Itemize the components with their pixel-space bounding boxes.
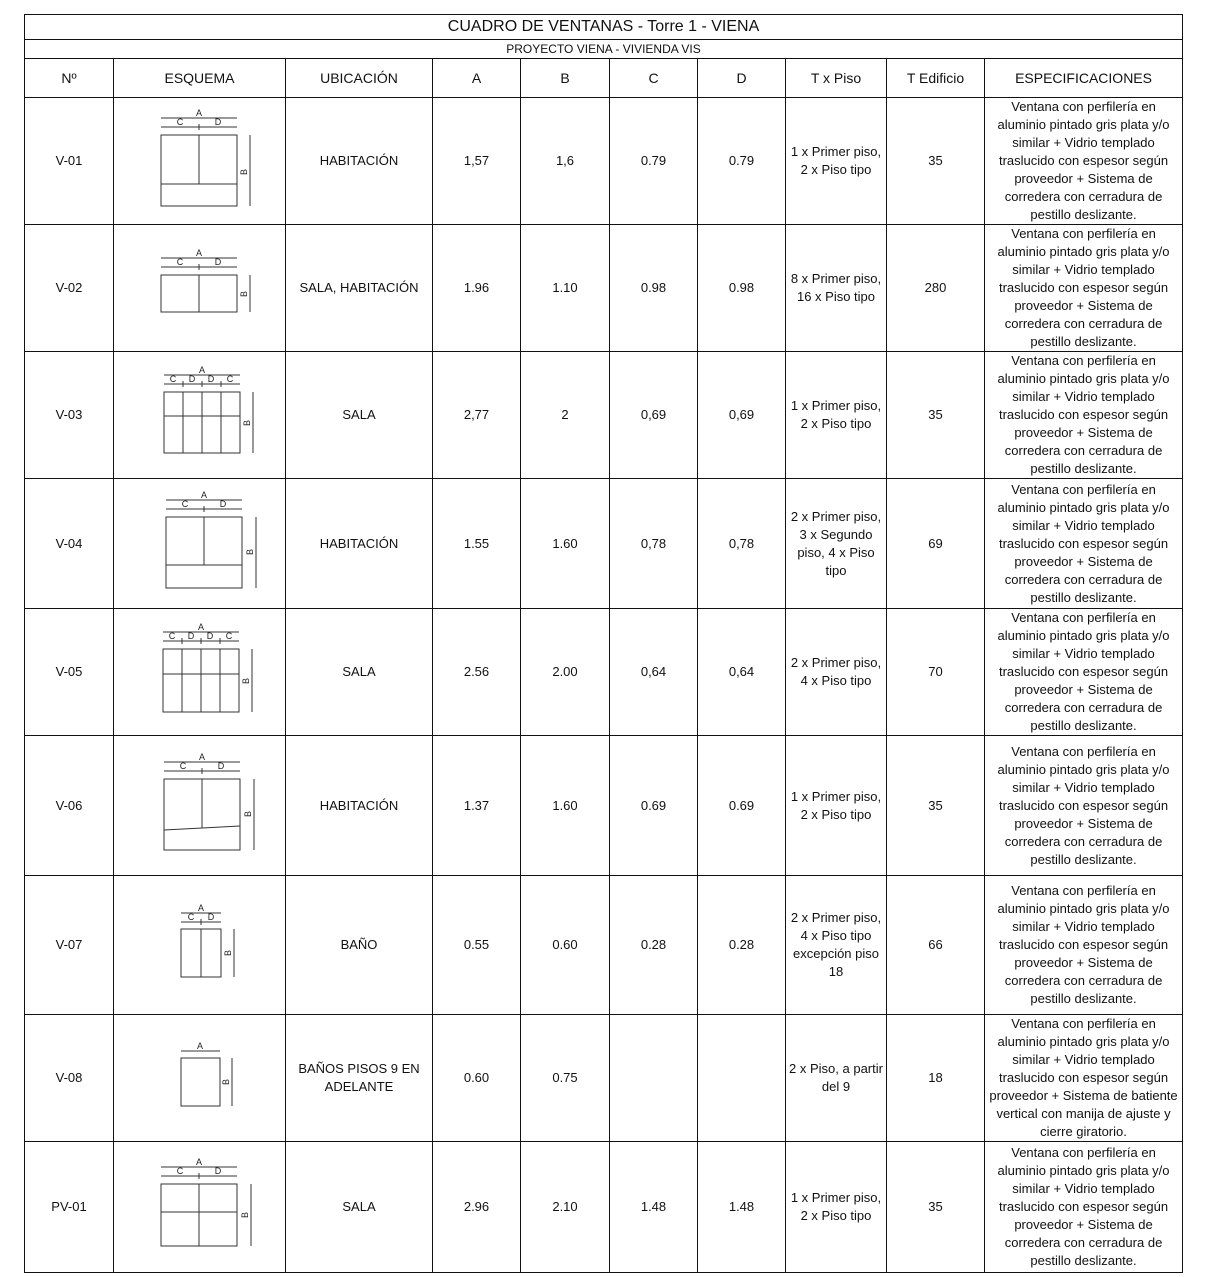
- svg-text:C: C: [176, 1166, 184, 1176]
- cell-a: 1,57: [433, 98, 521, 225]
- svg-text:A: A: [195, 108, 203, 118]
- cell-id: V-03: [25, 352, 114, 479]
- svg-text:B: B: [243, 810, 253, 817]
- cell-ubicacion: HABITACIÓN: [286, 98, 433, 225]
- cell-d: 0.28: [698, 876, 786, 1015]
- cell-ubicacion: HABITACIÓN: [286, 479, 433, 609]
- svg-text:D: D: [207, 374, 215, 384]
- cell-t-edificio: 66: [887, 876, 985, 1015]
- cell-id: V-06: [25, 736, 114, 876]
- cell-id: V-08: [25, 1015, 114, 1142]
- cell-d: 0,69: [698, 352, 786, 479]
- table-row: [25, 479, 1183, 609]
- table-row: [25, 98, 1183, 225]
- cell-b: 1.10: [521, 225, 610, 352]
- cell-especificaciones: Ventana con perfilería en aluminio pintado gris plata y/o similar + Vidrio templado traslucido con espesor según proveedor + Sistema de corredera con cerradura de pestillo deslizante.: [985, 876, 1183, 1015]
- cell-ubicacion: SALA: [286, 609, 433, 736]
- svg-text:B: B: [221, 1078, 231, 1086]
- svg-text:B: B: [223, 949, 233, 957]
- svg-text:C: C: [168, 631, 176, 641]
- cell-especificaciones: Ventana con perfilería en aluminio pintado gris plata y/o similar + Vidrio templado traslucido con espesor según proveedor + Sistema de batiente vertical con manija de ajuste y cierre giratorio.: [985, 1015, 1183, 1142]
- window-sketch-v02: [116, 248, 288, 328]
- svg-text:B: B: [240, 1211, 250, 1219]
- table-subtitle: PROYECTO VIENA - VIVIENDA VIS: [25, 40, 1183, 59]
- window-sketch-v04: [116, 488, 288, 600]
- cell-t-edificio: 18: [887, 1015, 985, 1142]
- header-a: A: [433, 59, 521, 98]
- svg-text:A: A: [198, 365, 206, 375]
- window-sketch-pv01: [116, 1155, 288, 1259]
- window-schedule-table: [24, 14, 1183, 1273]
- cell-esquema: [114, 876, 286, 1015]
- svg-text:D: D: [187, 631, 195, 641]
- cell-d: [698, 1015, 786, 1142]
- cell-b: 2.00: [521, 609, 610, 736]
- cell-d: 1.48: [698, 1142, 786, 1273]
- cell-id: V-04: [25, 479, 114, 609]
- table-row: [25, 876, 1183, 1015]
- cell-a: 1.55: [433, 479, 521, 609]
- cell-t-edificio: 35: [887, 1142, 985, 1273]
- window-sketch-v07: [116, 903, 288, 987]
- cell-esquema: [114, 225, 286, 352]
- cell-b: 2.10: [521, 1142, 610, 1273]
- cell-t-edificio: 35: [887, 352, 985, 479]
- cell-especificaciones: Ventana con perfilería en aluminio pintado gris plata y/o similar + Vidrio templado traslucido con espesor según proveedor + Sistema de corredera con cerradura de pestillo deslizante.: [985, 609, 1183, 736]
- table-row: [25, 352, 1183, 479]
- cell-t-x-piso: 2 x Primer piso, 4 x Piso tipo excepción piso 18: [786, 876, 887, 1015]
- cell-esquema: [114, 479, 286, 609]
- cell-especificaciones: Ventana con perfilería en aluminio pintado gris plata y/o similar + Vidrio templado traslucido con espesor según proveedor + Sistema de corredera con cerradura de pestillo deslizante.: [985, 1142, 1183, 1273]
- svg-text:C: C: [225, 631, 233, 641]
- svg-text:D: D: [217, 760, 225, 771]
- cell-esquema: [114, 609, 286, 736]
- cell-esquema: [114, 1015, 286, 1142]
- cell-t-x-piso: 2 x Primer piso, 3 x Segundo piso, 4 x Piso tipo: [786, 479, 887, 609]
- svg-text:C: C: [176, 257, 184, 267]
- header-t-edificio: T Edificio: [887, 59, 985, 98]
- cell-d: 0.69: [698, 736, 786, 876]
- cell-c: 0,78: [610, 479, 698, 609]
- cell-d: 0.98: [698, 225, 786, 352]
- header-row: [25, 59, 1183, 98]
- table-row: [25, 736, 1183, 876]
- cell-t-x-piso: 1 x Primer piso, 2 x Piso tipo: [786, 736, 887, 876]
- window-sketch-v01: [116, 106, 288, 216]
- cell-c: 0,69: [610, 352, 698, 479]
- cell-c: 0.98: [610, 225, 698, 352]
- cell-ubicacion: SALA, HABITACIÓN: [286, 225, 433, 352]
- svg-text:A: A: [195, 248, 203, 258]
- cell-id: V-07: [25, 876, 114, 1015]
- cell-esquema: [114, 352, 286, 479]
- svg-text:A: A: [196, 1041, 204, 1051]
- svg-text:A: A: [200, 489, 208, 500]
- cell-c: 0.79: [610, 98, 698, 225]
- cell-especificaciones: Ventana con perfilería en aluminio pintado gris plata y/o similar + Vidrio templado traslucido con espesor según proveedor + Sistema de corredera con cerradura de pestillo deslizante.: [985, 225, 1183, 352]
- table-row: [25, 1142, 1183, 1273]
- cell-a: 0.60: [433, 1015, 521, 1142]
- svg-text:A: A: [197, 903, 205, 913]
- cell-t-edificio: 35: [887, 98, 985, 225]
- cell-t-edificio: 70: [887, 609, 985, 736]
- table-row: [25, 225, 1183, 352]
- window-sketch-v06: [116, 750, 288, 862]
- window-sketch-v08: [116, 1038, 288, 1118]
- header-ubicacion: UBICACIÓN: [286, 59, 433, 98]
- svg-text:A: A: [198, 751, 206, 762]
- header-especificaciones: ESPECIFICACIONES: [985, 59, 1183, 98]
- cell-c: 1.48: [610, 1142, 698, 1273]
- svg-text:C: C: [226, 374, 234, 384]
- cell-id: PV-01: [25, 1142, 114, 1273]
- svg-text:A: A: [195, 1157, 203, 1167]
- svg-text:B: B: [241, 677, 251, 685]
- cell-t-edificio: 69: [887, 479, 985, 609]
- cell-ubicacion: BAÑO: [286, 876, 433, 1015]
- svg-text:C: C: [181, 498, 189, 509]
- cell-esquema: [114, 1142, 286, 1273]
- table-title: CUADRO DE VENTANAS - Torre 1 - VIENA: [25, 15, 1183, 40]
- cell-b: 2: [521, 352, 610, 479]
- cell-id: V-02: [25, 225, 114, 352]
- cell-ubicacion: BAÑOS PISOS 9 EN ADELANTE: [286, 1015, 433, 1142]
- svg-text:B: B: [245, 548, 255, 555]
- cell-t-x-piso: 8 x Primer piso, 16 x Piso tipo: [786, 225, 887, 352]
- svg-text:C: C: [179, 760, 187, 771]
- svg-text:D: D: [214, 117, 222, 127]
- cell-t-x-piso: 1 x Primer piso, 2 x Piso tipo: [786, 98, 887, 225]
- cell-t-edificio: 35: [887, 736, 985, 876]
- svg-text:B: B: [239, 168, 249, 176]
- window-sketch-v05: [116, 622, 288, 722]
- svg-text:B: B: [242, 419, 252, 427]
- cell-c: [610, 1015, 698, 1142]
- svg-text:D: D: [219, 498, 227, 509]
- svg-text:D: D: [206, 631, 214, 641]
- cell-a: 2,77: [433, 352, 521, 479]
- header-t-x-piso: T x Piso: [786, 59, 887, 98]
- cell-b: 1,6: [521, 98, 610, 225]
- cell-a: 1.96: [433, 225, 521, 352]
- cell-b: 0.60: [521, 876, 610, 1015]
- header-d: D: [698, 59, 786, 98]
- cell-ubicacion: SALA: [286, 352, 433, 479]
- cell-c: 0.69: [610, 736, 698, 876]
- cell-d: 0,78: [698, 479, 786, 609]
- svg-text:D: D: [214, 257, 222, 267]
- svg-text:C: C: [176, 117, 184, 127]
- cell-t-edificio: 280: [887, 225, 985, 352]
- header-esquema: ESQUEMA: [114, 59, 286, 98]
- cell-esquema: [114, 98, 286, 225]
- cell-esquema: [114, 736, 286, 876]
- cell-t-x-piso: 2 x Piso, a partir del 9: [786, 1015, 887, 1142]
- svg-text:D: D: [188, 374, 196, 384]
- header-c: C: [610, 59, 698, 98]
- cell-ubicacion: HABITACIÓN: [286, 736, 433, 876]
- cell-d: 0.79: [698, 98, 786, 225]
- cell-d: 0,64: [698, 609, 786, 736]
- cell-b: 1.60: [521, 736, 610, 876]
- svg-text:C: C: [187, 912, 195, 922]
- svg-text:B: B: [239, 290, 249, 298]
- cell-a: 1.37: [433, 736, 521, 876]
- cell-id: V-05: [25, 609, 114, 736]
- cell-especificaciones: Ventana con perfilería en aluminio pintado gris plata y/o similar + Vidrio templado traslucido con espesor según proveedor + Sistema de corredera con cerradura de pestillo deslizante.: [985, 98, 1183, 225]
- cell-c: 0,64: [610, 609, 698, 736]
- cell-a: 2.56: [433, 609, 521, 736]
- cell-t-x-piso: 1 x Primer piso, 2 x Piso tipo: [786, 352, 887, 479]
- cell-a: 2.96: [433, 1142, 521, 1273]
- cell-a: 0.55: [433, 876, 521, 1015]
- cell-b: 1.60: [521, 479, 610, 609]
- table-row: [25, 609, 1183, 736]
- svg-text:C: C: [169, 374, 177, 384]
- svg-text:A: A: [197, 622, 205, 632]
- cell-especificaciones: Ventana con perfilería en aluminio pintado gris plata y/o similar + Vidrio templado traslucido con espesor según proveedor + Sistema de corredera con cerradura de pestillo deslizante.: [985, 736, 1183, 876]
- window-sketch-v03: [116, 365, 288, 465]
- cell-t-x-piso: 1 x Primer piso, 2 x Piso tipo: [786, 1142, 887, 1273]
- cell-id: V-01: [25, 98, 114, 225]
- cell-t-x-piso: 2 x Primer piso, 4 x Piso tipo: [786, 609, 887, 736]
- header-no: Nº: [25, 59, 114, 98]
- cell-b: 0.75: [521, 1015, 610, 1142]
- cell-c: 0.28: [610, 876, 698, 1015]
- table-row: [25, 1015, 1183, 1142]
- svg-text:D: D: [207, 912, 215, 922]
- header-b: B: [521, 59, 610, 98]
- cell-especificaciones: Ventana con perfilería en aluminio pintado gris plata y/o similar + Vidrio templado traslucido con espesor según proveedor + Sistema de corredera con cerradura de pestillo deslizante.: [985, 479, 1183, 609]
- cell-especificaciones: Ventana con perfilería en aluminio pintado gris plata y/o similar + Vidrio templado traslucido con espesor según proveedor + Sistema de corredera con cerradura de pestillo deslizante.: [985, 352, 1183, 479]
- svg-text:D: D: [214, 1166, 222, 1176]
- cell-ubicacion: SALA: [286, 1142, 433, 1273]
